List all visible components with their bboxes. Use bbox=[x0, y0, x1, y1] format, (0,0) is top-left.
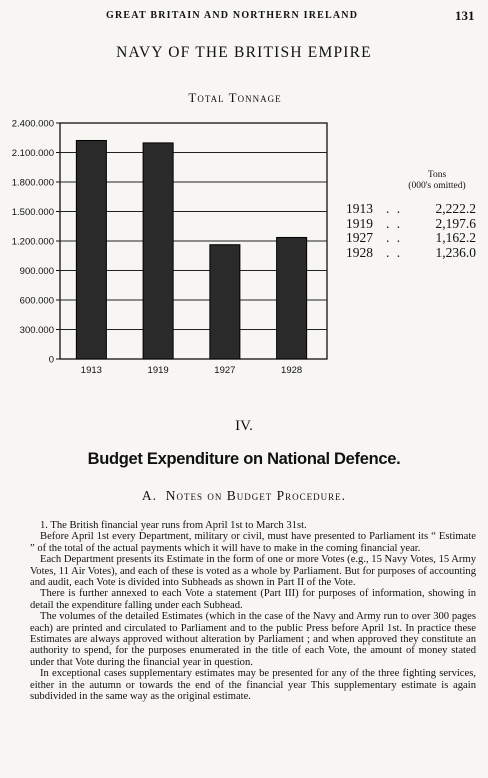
table-row bbox=[346, 217, 476, 232]
chart-caption: Total Tonnage bbox=[188, 90, 282, 105]
table-row bbox=[346, 202, 476, 217]
bar bbox=[277, 237, 307, 359]
paragraph: Each Department presents its Estimate in the form of one or more Votes (e.g., 15 Navy Votes, 15 Army Votes, 11 Air Votes), and each of these is voted as a whole by Parliament. But for purposes of accounting and audit, each Vote is divided into Subheads as shown in Part II of the Vote. bbox=[30, 554, 476, 589]
body-text bbox=[30, 520, 476, 703]
table-year: 1919 bbox=[346, 215, 373, 231]
y-tick-label: 900.000 bbox=[19, 266, 54, 277]
x-tick-label: 1927 bbox=[214, 365, 236, 376]
table-row bbox=[346, 231, 476, 246]
unit-line-2: (000's omitted) bbox=[408, 181, 466, 191]
chapter-heading: Budget Expenditure on National Defence. bbox=[87, 450, 401, 468]
subsection-heading bbox=[0, 488, 488, 504]
table-value: 1,162.2 bbox=[435, 230, 476, 245]
table-year: 1928 bbox=[346, 244, 373, 260]
y-tick-label: 2.400.000 bbox=[11, 118, 54, 130]
x-tick-label: 1928 bbox=[281, 365, 303, 376]
bar bbox=[143, 143, 173, 359]
bar bbox=[210, 245, 240, 359]
leader-dots: . . bbox=[386, 215, 403, 231]
section-title: NAVY OF THE BRITISH EMPIRE bbox=[116, 44, 372, 61]
y-tick-label: 1.500.000 bbox=[11, 207, 54, 218]
unit-line-1: Tons bbox=[427, 170, 447, 180]
tonnage-table bbox=[346, 202, 476, 260]
paragraph: There is further annexed to each Vote a statement (Part III) for purposes of information, showing in detail the expenditure falling under each Subhead. bbox=[30, 588, 476, 611]
y-tick-label: 1.200.000 bbox=[11, 236, 54, 248]
y-tick-label: 1.800.000 bbox=[11, 177, 54, 189]
table-value: 2,222.2 bbox=[435, 201, 476, 216]
chapter-numeral: IV. bbox=[235, 418, 253, 434]
x-tick-label: 1913 bbox=[80, 365, 102, 376]
table-row bbox=[346, 246, 476, 261]
paragraph: 1. The British financial year runs from April 1st to March 31st. bbox=[40, 520, 307, 531]
page-number: 131 bbox=[455, 8, 475, 23]
y-tick-label: 600.000 bbox=[19, 295, 54, 307]
leader-dots: . . bbox=[386, 230, 403, 245]
tonnage-bar-chart bbox=[0, 110, 340, 385]
bar bbox=[76, 140, 106, 359]
running-header bbox=[0, 8, 488, 24]
table-value: 1,236.0 bbox=[435, 244, 476, 260]
paragraph: In exceptional cases supplementary estimates may be presented for any of the three fighting services, either in the autumn or towards the end of the financial year This supplementary estimate is again subdivided in the same way as the original estimate. bbox=[30, 668, 476, 703]
running-title: GREAT BRITAIN AND NORTHERN IRELAND bbox=[106, 10, 359, 21]
subsection-letter: A. bbox=[141, 488, 158, 503]
leader-dots: . . bbox=[386, 201, 403, 216]
x-tick-label: 1919 bbox=[147, 365, 169, 376]
leader-dots: . . bbox=[386, 244, 403, 260]
y-tick-label: 2.100.000 bbox=[11, 148, 54, 159]
table-year: 1927 bbox=[346, 230, 373, 245]
y-tick-label: 300.000 bbox=[19, 325, 54, 336]
tonnage-table-unit bbox=[392, 170, 482, 192]
paragraph: Before April 1st every Department, military or civil, must have presented to Parliament its “ Estimate ” of the total of the actual payments which it will have to make in the coming financial year. bbox=[30, 531, 476, 554]
y-tick-label: 0 bbox=[48, 354, 54, 366]
paragraph: The volumes of the detailed Estimates (which in the case of the Navy and Army run to over 300 pages each) are printed and circulated to Parliament and to the public Press before April 1st. In practice these Estimates are always approved without alteration by Parliament ; and when approved they constitute an authority to spend, for the purposes enumerated in the title of each Vote, the amount of money stated under that Vote during the financial year in question. bbox=[30, 611, 476, 668]
subsection-title: Notes on Budget Procedure. bbox=[165, 488, 347, 503]
table-value: 2,197.6 bbox=[435, 215, 476, 231]
table-year: 1913 bbox=[346, 201, 373, 216]
